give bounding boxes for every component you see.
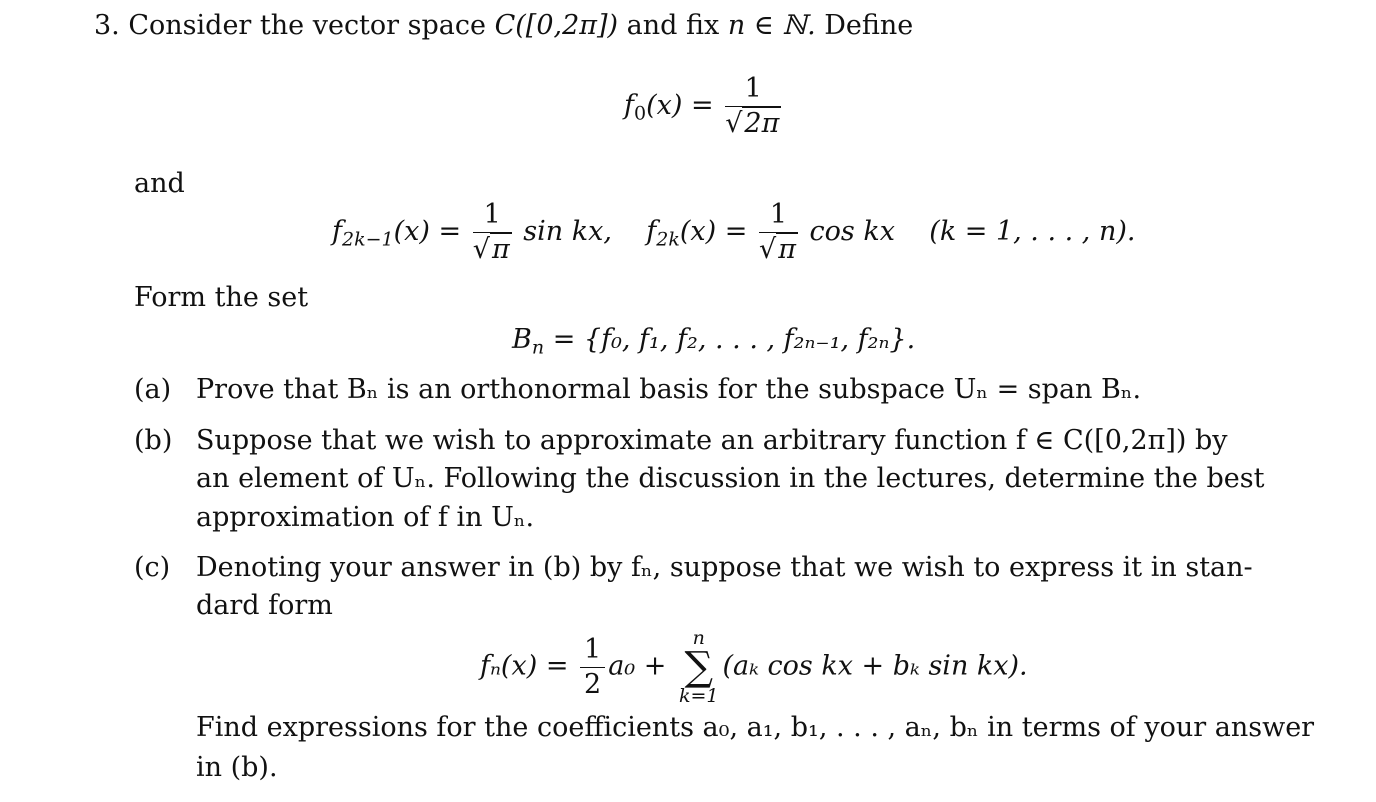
feven-denominator: √π <box>758 234 796 265</box>
half-numerator: 1 <box>580 633 605 668</box>
fodd-arg: (x) = <box>393 216 462 247</box>
part-c-line3: Find expressions for the coefficients a₀, a₁, b₁, . . . , aₙ, bₙ in terms of your answer <box>196 712 1315 743</box>
feven-arg: (x) = <box>679 216 748 247</box>
standard-form-equation <box>480 628 1028 706</box>
part-a-text: Prove that Bₙ is an orthonormal basis for the subspace Uₙ = span Bₙ. <box>196 374 1142 405</box>
problem-header <box>94 10 913 42</box>
part-c-line2: dard form <box>196 590 333 621</box>
part-a-label: (a) <box>134 374 172 405</box>
sum-lower-limit: k=1 <box>678 685 719 707</box>
feven-symbol: f <box>646 216 657 247</box>
part-c-text-1: Denoting your answer in (b) by fₙ, suppose that we wish to express it in stan- <box>196 552 1253 583</box>
sin-term: sin kx, <box>523 216 612 247</box>
f0-symbol: f <box>624 90 634 121</box>
fix-text: and fix <box>626 10 720 41</box>
summation <box>679 628 719 706</box>
sum-symbol: ∑ <box>684 644 713 690</box>
n-in-naturals: n ∈ ℕ. <box>727 10 816 41</box>
vector-space: C([0,2π]) <box>494 10 619 41</box>
feven-subscript: 2k <box>656 228 680 251</box>
part-c-line4: in (b). <box>196 752 278 783</box>
sum-body: (aₖ cos kx + bₖ sin kx). <box>722 650 1028 682</box>
part-b-text-1: Suppose that we wish to approximate an arbitrary function f ∈ C([0,2π]) by <box>196 425 1228 456</box>
feven-radicand: π <box>778 234 796 265</box>
cos-term: cos kx <box>809 216 895 247</box>
feven-numerator: 1 <box>759 198 798 233</box>
part-b-line1 <box>134 425 1228 457</box>
basis-equations <box>332 198 1135 267</box>
fodd-fraction <box>473 198 512 267</box>
f0-subscript: 0 <box>634 102 647 125</box>
fodd-denominator: √π <box>472 234 510 265</box>
part-b-line3: approximation of f in Uₙ. <box>196 502 535 533</box>
sum-upper-limit: n <box>692 627 705 649</box>
Bn-definition <box>512 324 916 359</box>
f0-radicand: 2π <box>744 108 780 139</box>
part-c-line1 <box>134 552 1253 584</box>
fodd-numerator: 1 <box>473 198 512 233</box>
f0-numerator: 1 <box>725 72 781 107</box>
fodd-symbol: f <box>332 216 342 247</box>
intro-text: Consider the vector space <box>128 10 486 41</box>
f0-arg: (x) = <box>646 90 714 121</box>
problem-number: 3. <box>94 10 120 41</box>
form-set-text: Form the set <box>134 282 309 313</box>
part-c-label: (c) <box>134 552 171 583</box>
half-denominator: 2 <box>584 668 602 700</box>
half-fraction <box>580 633 605 702</box>
k-range: (k = 1, . . . , n). <box>929 216 1136 247</box>
fn-lhs: fₙ(x) = <box>480 650 569 682</box>
fodd-radicand: π <box>491 234 510 265</box>
Bn-subscript: n <box>531 336 545 359</box>
fodd-subscript: 2k−1 <box>342 228 394 251</box>
f0-equation <box>624 72 784 141</box>
feven-fraction <box>759 198 798 267</box>
Bn-symbol: B <box>512 324 532 355</box>
f0-denominator: √2π <box>725 108 780 139</box>
part-b-label: (b) <box>134 425 173 456</box>
and-text: and <box>134 168 185 199</box>
define-text: Define <box>824 10 914 41</box>
Bn-rhs: = {f₀, f₁, f₂, . . . , f₂ₙ₋₁, f₂ₙ}. <box>552 324 916 355</box>
part-b-line2: an element of Uₙ. Following the discussion in the lectures, determine the best <box>196 463 1265 494</box>
part-a <box>134 374 1141 406</box>
f0-fraction <box>725 72 781 141</box>
a0-term: a₀ + <box>608 650 667 682</box>
